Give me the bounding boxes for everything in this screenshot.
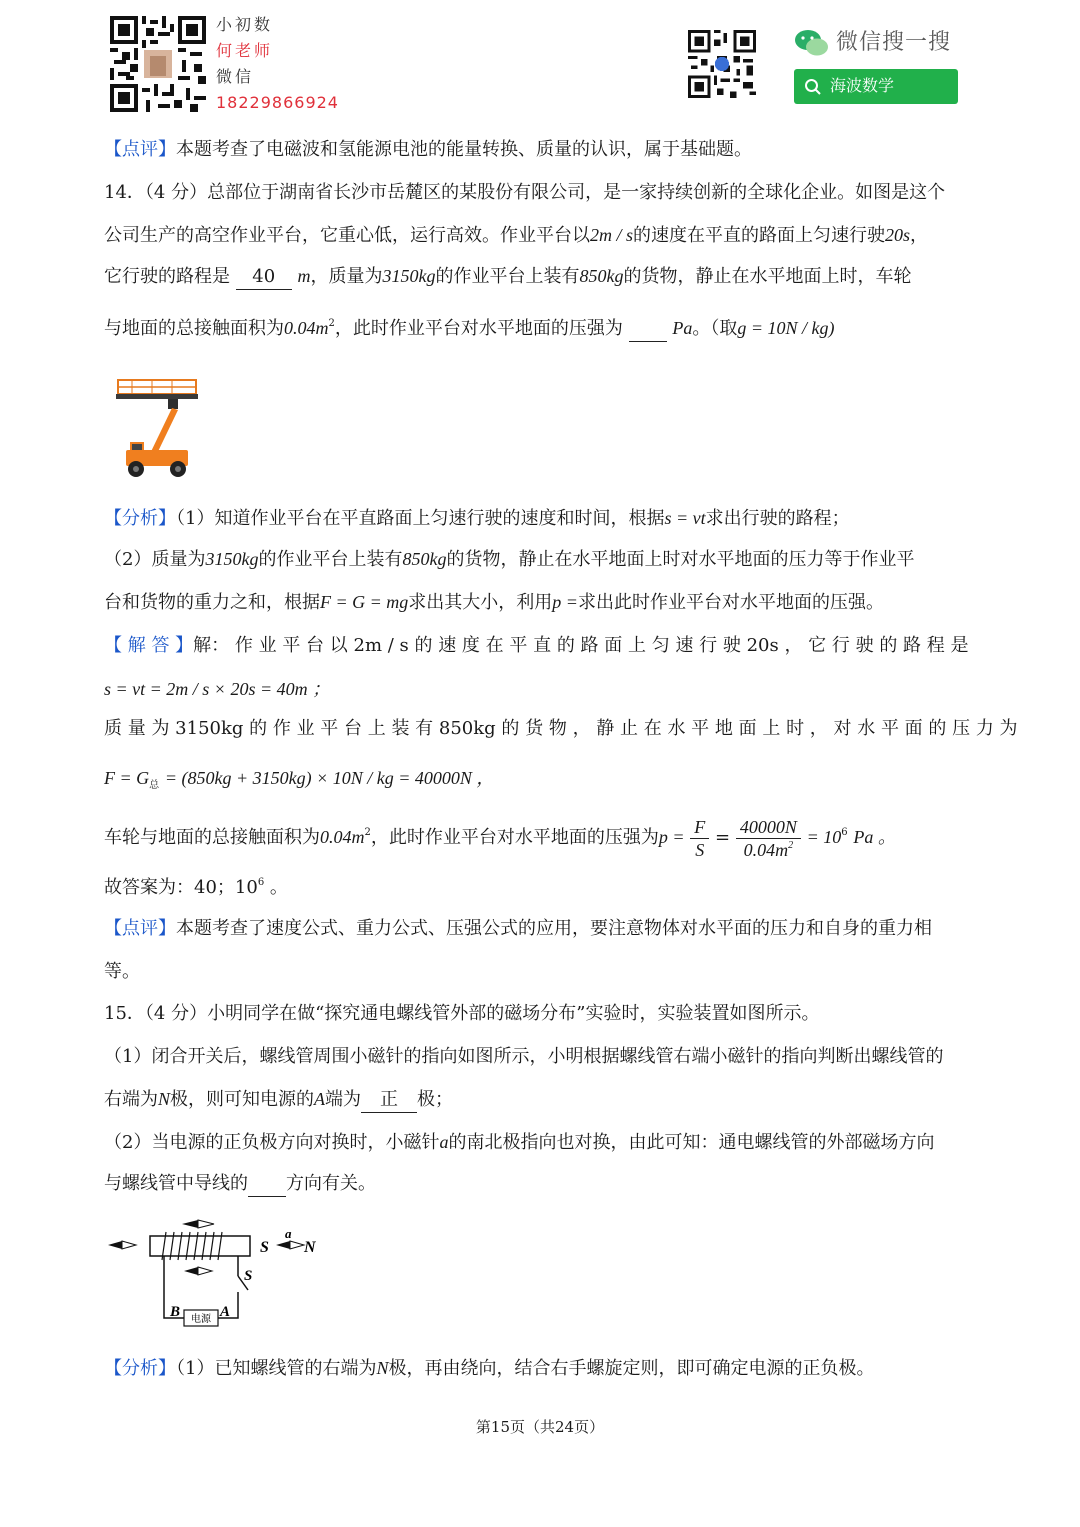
text: 极，再由绕向，结合右手螺旋定则，即可确定电源的正负极。 [388,1358,875,1379]
formula: p = [658,827,685,847]
label-S-pole: S [260,1239,269,1256]
text: （2）当电源的正负极方向对换时，小磁针 [104,1132,440,1153]
text: 它行驶的路程是 [104,266,230,287]
q14-line-4 [104,316,834,342]
area-value: 0.04m [320,827,365,847]
answer-blank-4 [248,1172,286,1197]
text: 求出行驶的路程； [705,508,850,529]
answer-14 [104,876,288,900]
text: ，此时作业平台对水平地面的压强为 [370,827,659,848]
text: 。 [269,877,288,898]
result: = 10 [806,827,842,847]
formula: = (850kg + 3150kg) × 10N / kg = 40000N ， [164,768,495,788]
pole-label: N [376,1358,389,1378]
text: （1）已知螺线管的右端为 [176,1358,377,1379]
text: 的作业平台上装有 [435,266,580,287]
text: ，质量为 [310,266,383,287]
fraction-values [736,816,801,861]
review-14-line-2: 等。 [104,961,140,982]
q15-line-3 [104,1087,453,1113]
text: 极，则可知电源的 [170,1089,315,1110]
unit: Pa 。 [853,827,896,847]
text: 的货物，静止在水平地面上时对水平地面的压力等于作业平 [446,549,915,570]
fraction-f-over-s [690,816,709,861]
solenoid-diagram [104,1214,334,1330]
unit: m [297,266,311,286]
numerator: 40000N [736,816,801,839]
label-B: B [170,1304,181,1320]
page-number: 第15页（共24页） [475,1418,605,1436]
label-N-pole: N [304,1239,316,1256]
review-tag: 【点评】 [104,139,176,160]
pole-label: N [158,1089,171,1109]
wechat-search-label: 微信搜一搜 [836,30,952,55]
analysis-tag: 【分析】 [104,1358,176,1379]
analysis-14-line-2 [104,547,914,572]
solution-14-line-3: 质 量 为 3150kg 的 作 业 平 台 上 装 有 850kg 的 货 物 ， 静 止 在 水 平 地 面 上 时 ， 对 水 平 面 的 压 力 为 [104,718,1018,739]
text: 的速度在平直的路面上匀速行驶 [633,225,886,246]
q14-line-3 [104,264,911,290]
solution-tag: 【 解 答 】 [104,635,194,656]
compass-needle-right [276,1241,304,1249]
caption-phone: 18229866924 [216,93,339,112]
text: 求出其大小，利用 [408,592,553,613]
denominator: S [695,839,705,860]
search-icon [804,78,822,96]
exponent: 6 [257,877,265,888]
exponent: 2 [328,318,335,329]
unit: Pa [672,318,693,338]
analysis-15-line-1 [104,1356,874,1381]
solution-14-line-5: 车轮与地面的总接触面积为$0.04m^2$，此时作业平台对水平地面的压强为p = $\frac{F}{S}$ = $\frac{40000N}{0.04m^2}$ = $10^6$ Pa 。 [104,816,896,860]
wechat-account-label: 海波数学 [830,76,895,95]
aerial-platform-image [112,372,202,480]
wechat-icon [794,28,830,58]
text: 公司生产的高空作业平台，它重心低，运行高效。作业平台以 [104,225,590,246]
text: ，此时作业平台对水平地面的压强为 [334,318,623,339]
caption-line-3: 微信 [216,67,255,86]
g-value: g = 10N / kg) [737,318,835,338]
text: 台和货物的重力之和，根据 [104,592,320,613]
q14-line-1: 14．（4 分）总部位于湖南省长沙市岳麓区的某股份有限公司，是一家持续创新的全球化企业。如图是这个 [104,182,946,203]
formula: s = vt [664,508,706,528]
solution-14-line-1 [104,634,969,658]
qr-caption-left [216,12,339,116]
text: 本题考查了速度公式、重力公式、压强公式的应用，要注意物体对水平面的压力和自身的重力相 [176,918,932,939]
text: 。（取 [692,318,738,339]
wechat-search-header [794,28,964,60]
wechat-account-button[interactable] [794,69,958,104]
compass-needle-inner [184,1267,212,1275]
text: 故答案为：40；10 [104,877,258,898]
answer-blank-1: 40 [236,265,292,290]
label-a: a [285,1226,292,1241]
text: 方向有关。 [286,1173,376,1194]
text: 极； [417,1089,454,1110]
qr-code-left [110,16,206,112]
text: （2）质量为 [104,549,206,570]
text: 与地面的总接触面积为 [104,318,284,339]
text: 的货物，静止在水平地面上时，车轮 [623,266,912,287]
exponent: 2 [364,827,371,838]
text: 车轮与地面的总接触面积为 [104,827,320,848]
text: ， [910,225,929,246]
numerator: F [690,816,709,839]
mass-value: 850kg [402,549,447,569]
text: 右端为 [104,1089,158,1110]
power-source-label: 电源 [191,1314,211,1325]
denominator [736,839,801,861]
q15-line-2: （1）闭合开关后，螺线管周围小磁针的指向如图所示，小明根据螺线管右端小磁针的指向判断出螺线管的 [104,1046,944,1067]
q15-line-4 [104,1130,934,1155]
caption-line-1: 小初数 [216,15,274,34]
exponent: 6 [841,827,848,838]
text: 求出此时作业平台对水平地面的压强。 [577,592,884,613]
analysis-14-line-1 [104,506,850,531]
text: 与螺线管中导线的 [104,1173,248,1194]
analysis-tag: 【分析】 [104,508,176,529]
label-switch: S [244,1268,253,1284]
review-text: 本题考查了电磁波和氢能源电池的能量转换、质量的认识，属于基础题。 [176,139,752,160]
text: （1）知道作业平台在平直路面上匀速行驶的速度和时间，根据 [176,508,665,529]
analysis-14-line-3 [104,590,884,615]
area-value: 0.04m [284,318,329,338]
q15-line-1: 15．（4 分）小明同学在做“探究通电螺线管外部的磁场分布”实验时，实验装置如图所示。 [104,1003,820,1024]
terminal-label: A [314,1089,326,1109]
qr-code-right [688,30,756,98]
denominator-value: 0.04m [743,839,789,860]
solution-14-line-2: s = vt = 2m / s × 20s = 40m ； [104,679,331,699]
text: 端为 [325,1089,362,1110]
formula: p = [552,592,578,612]
time-value: 20s [885,225,911,245]
speed-value: 2m / s [590,225,634,245]
q15-line-5 [104,1172,376,1197]
exponent: 2 [788,839,794,851]
text: 的作业平台上装有 [258,549,403,570]
answer-blank-3: 正 [361,1088,417,1113]
compass-needle-left [108,1241,136,1249]
text: 的南北极指向也对换，由此可知：通电螺线管的外部磁场方向 [448,1132,935,1153]
mass-value: 850kg [579,266,624,286]
review-13 [104,138,752,162]
review-14-line-1 [104,917,932,941]
solution-14-line-4 [104,766,494,791]
subscript: 总 [149,780,160,791]
answer-blank-2 [629,317,667,342]
formula: F = G [104,768,150,788]
formula: F = G = mg [320,592,409,612]
mass-value: 3150kg [205,549,259,569]
q14-line-2 [104,223,928,248]
compass-needle-top [182,1220,214,1228]
text: 解： 作 业 平 台 以 2m / s 的 速 度 在 平 直 的 路 面 上 匀 速 行 驶 20s ， 它 行 驶 的 路 程 是 [193,635,969,656]
caption-line-2: 何老师 [216,41,274,60]
mass-value: 3150kg [382,266,436,286]
needle-label: a [439,1132,449,1152]
review-tag: 【点评】 [104,918,176,939]
label-A: A [220,1304,231,1320]
